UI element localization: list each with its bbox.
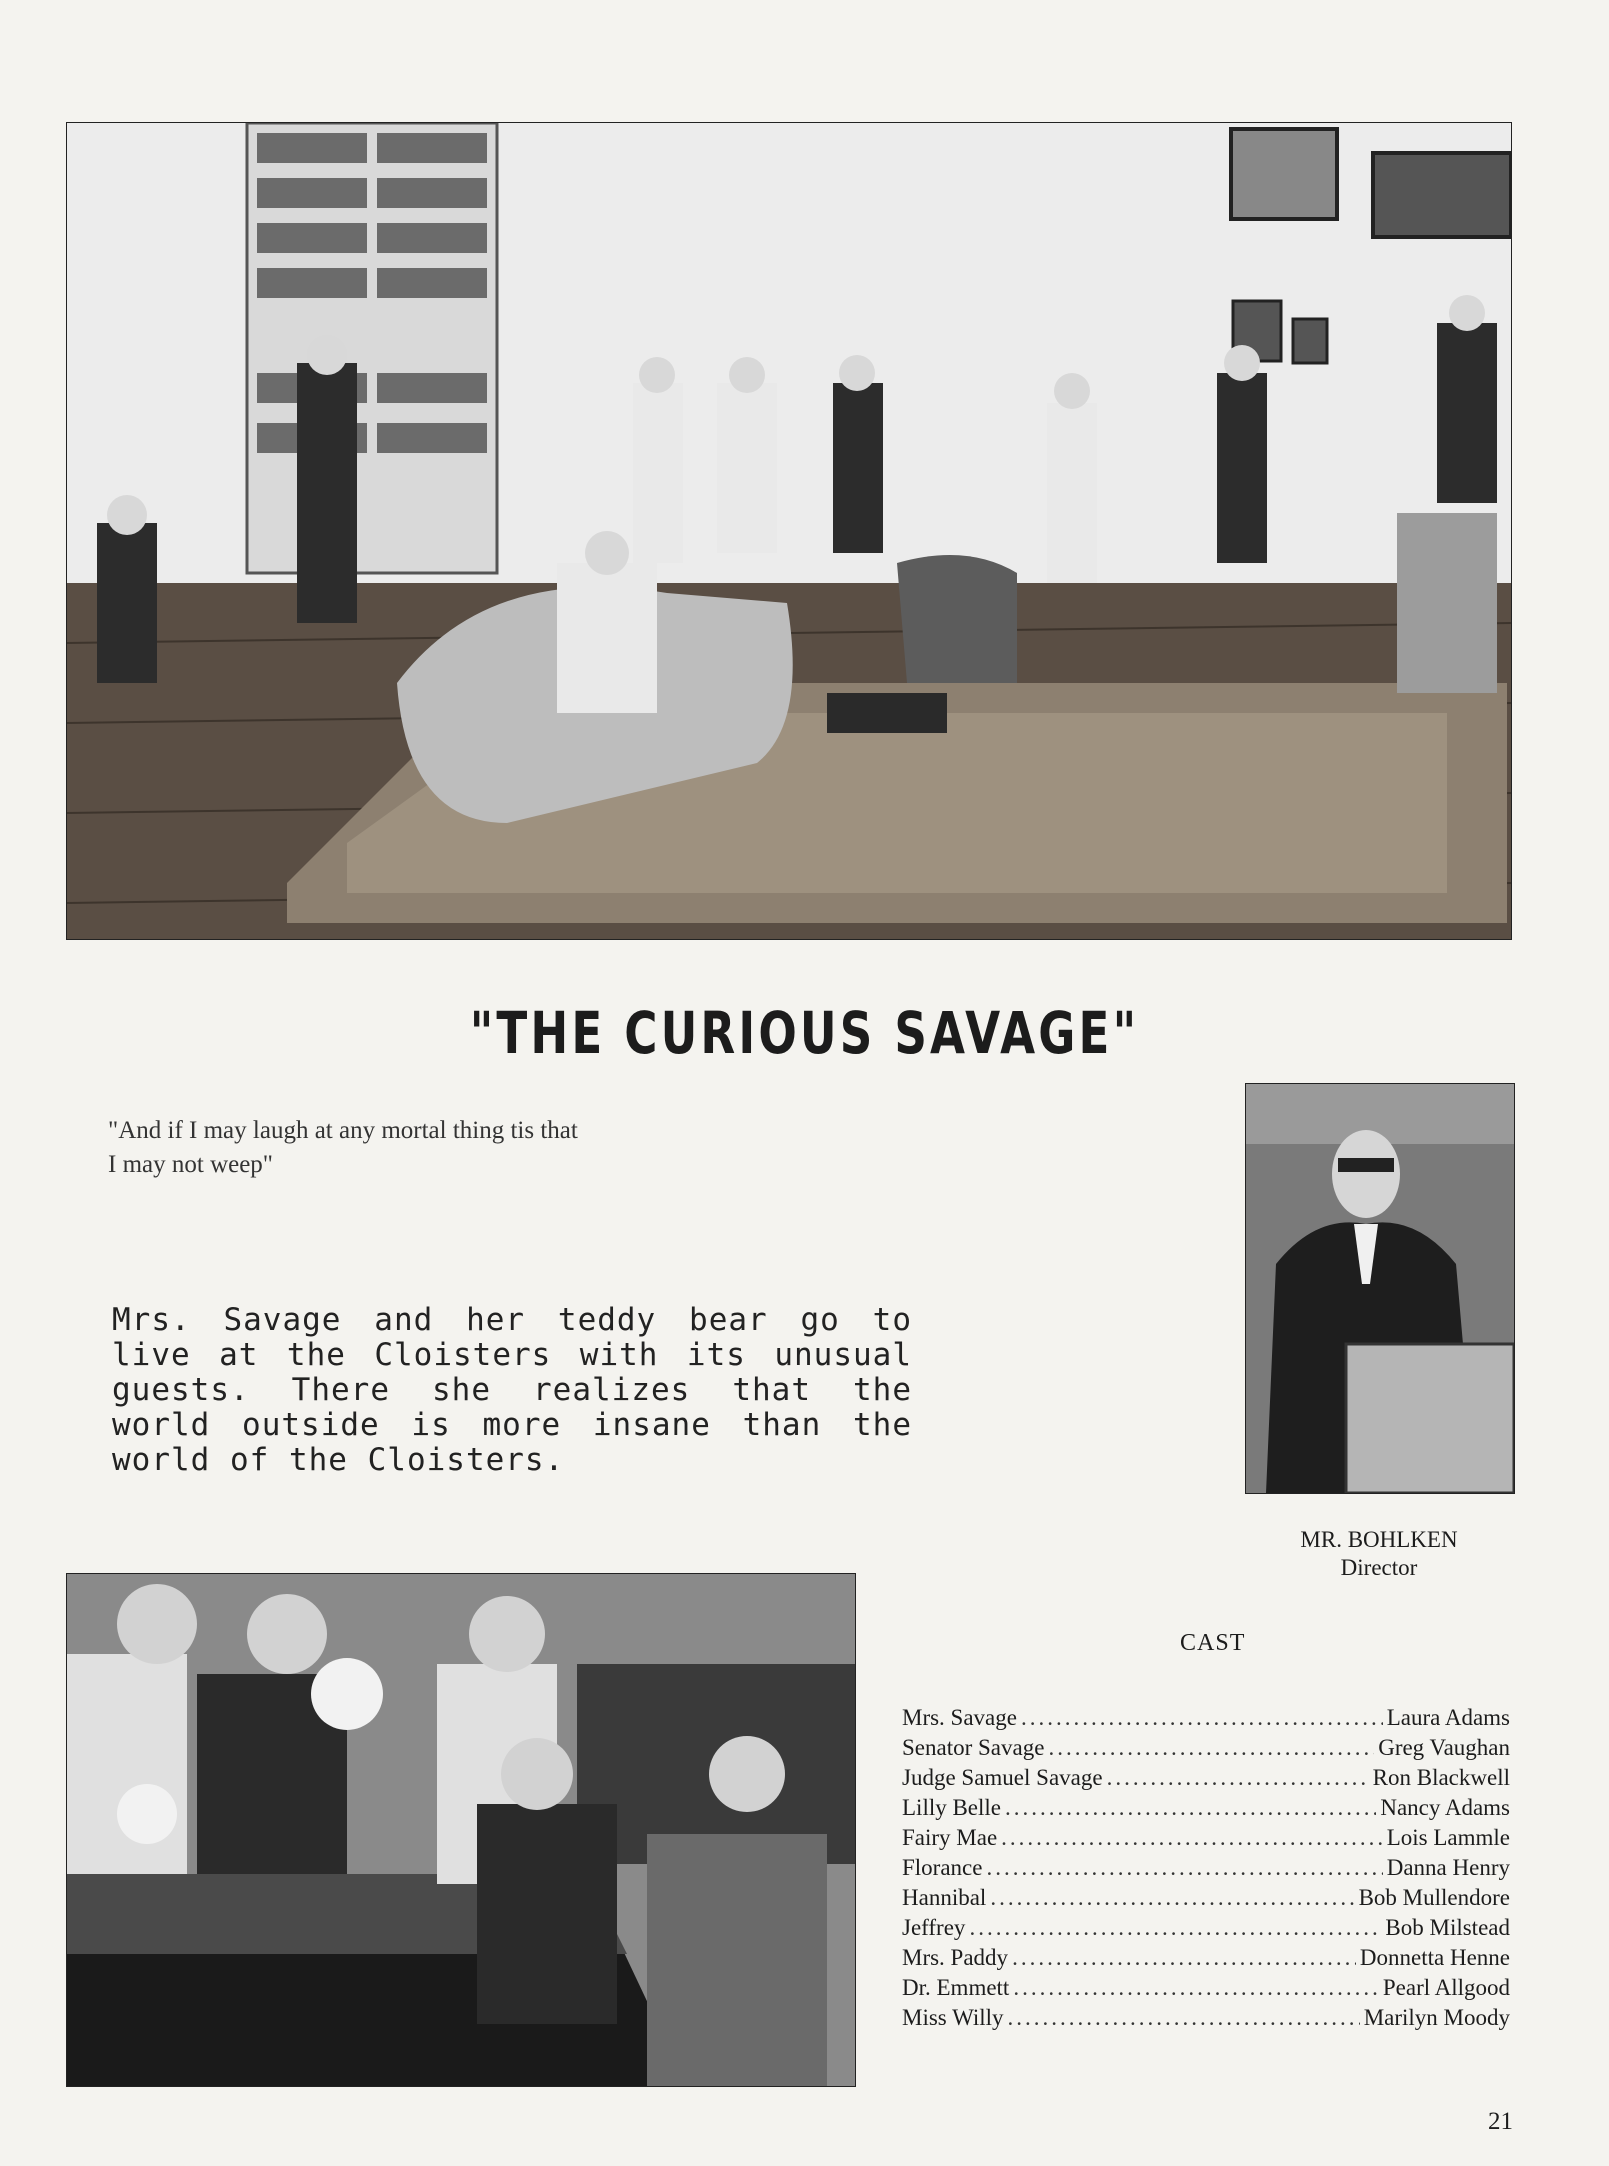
- cast-row: [902, 1705, 1510, 1735]
- play-title: "THE CURIOUS SAVAGE": [469, 998, 1140, 1067]
- director-caption: [1245, 1526, 1513, 1582]
- director-portrait-photo: [1245, 1083, 1515, 1494]
- cast-heading: CAST: [1180, 1630, 1246, 1656]
- cast-role: Miss Willy: [902, 2005, 1004, 2030]
- leader-dots: [1008, 2005, 1360, 2031]
- cast-role: Hannibal: [902, 1885, 987, 1910]
- cast-role: Jeffrey: [902, 1915, 966, 1940]
- cast-role: Mrs. Paddy: [902, 1945, 1009, 1970]
- cast-actor: Donnetta Henne: [1359, 1945, 1510, 1970]
- cast-group-photo: [66, 1573, 856, 2087]
- synopsis-paragraph: Mrs. Savage and her teddy bear go to live at the Cloisters with its unusual guests. There she realizes that the world outside is more insane than the world of the Cloisters.: [112, 1302, 912, 1478]
- cast-actor: Marilyn Moody: [1363, 2005, 1510, 2030]
- cast-role: Dr. Emmett: [902, 1975, 1010, 2000]
- stage-scene-photo: [66, 122, 1512, 940]
- cast-actor: Greg Vaughan: [1378, 1735, 1510, 1760]
- cast-role: Mrs. Savage: [902, 1705, 1017, 1730]
- cast-role: Lilly Belle: [902, 1795, 1002, 1820]
- director-role: Director: [1340, 1555, 1418, 1580]
- cast-actor: Pearl Allgood: [1382, 1975, 1510, 2000]
- cast-row: [902, 1765, 1510, 1795]
- leader-dots: [990, 1885, 1354, 1911]
- cast-actor: Bob Mullendore: [1358, 1885, 1510, 1910]
- cast-row: [902, 1945, 1510, 1975]
- cast-actor: Laura Adams: [1386, 1705, 1510, 1730]
- epigraph-line: "And if I may laugh at any mortal thing tis that: [108, 1117, 578, 1144]
- cast-row: [902, 1975, 1510, 2005]
- cast-actor: Bob Milstead: [1385, 1915, 1510, 1940]
- leader-dots: [1021, 1705, 1383, 1731]
- cast-actor: Danna Henry: [1386, 1855, 1510, 1880]
- cast-row: [902, 1735, 1510, 1765]
- cast-actor: Ron Blackwell: [1372, 1765, 1510, 1790]
- cast-row: [902, 1825, 1510, 1855]
- leader-dots: [1107, 1765, 1369, 1791]
- director-name: MR. BOHLKEN: [1300, 1527, 1458, 1552]
- leader-dots: [1012, 1945, 1356, 1971]
- cast-row: [902, 1795, 1510, 1825]
- cast-role: Florance: [902, 1855, 983, 1880]
- cast-row: [902, 1855, 1510, 1885]
- leader-dots: [1048, 1735, 1374, 1761]
- leader-dots: [1013, 1975, 1379, 2001]
- epigraph-line: I may not weep": [108, 1151, 274, 1178]
- cast-role: Fairy Mae: [902, 1825, 998, 1850]
- cast-list: [902, 1705, 1510, 2035]
- leader-dots: [986, 1855, 1382, 1881]
- epigraph-quote: [108, 1114, 788, 1182]
- cast-row: [902, 1885, 1510, 1915]
- cast-row: [902, 1915, 1510, 1945]
- cast-row: [902, 2005, 1510, 2035]
- leader-dots: [1001, 1825, 1383, 1851]
- leader-dots: [969, 1915, 1381, 1941]
- cast-actor: Lois Lammle: [1386, 1825, 1510, 1850]
- cast-role: Senator Savage: [902, 1735, 1045, 1760]
- cast-role: Judge Samuel Savage: [902, 1765, 1103, 1790]
- leader-dots: [1005, 1795, 1376, 1821]
- page-number: 21: [1488, 2108, 1513, 2135]
- cast-actor: Nancy Adams: [1380, 1795, 1510, 1820]
